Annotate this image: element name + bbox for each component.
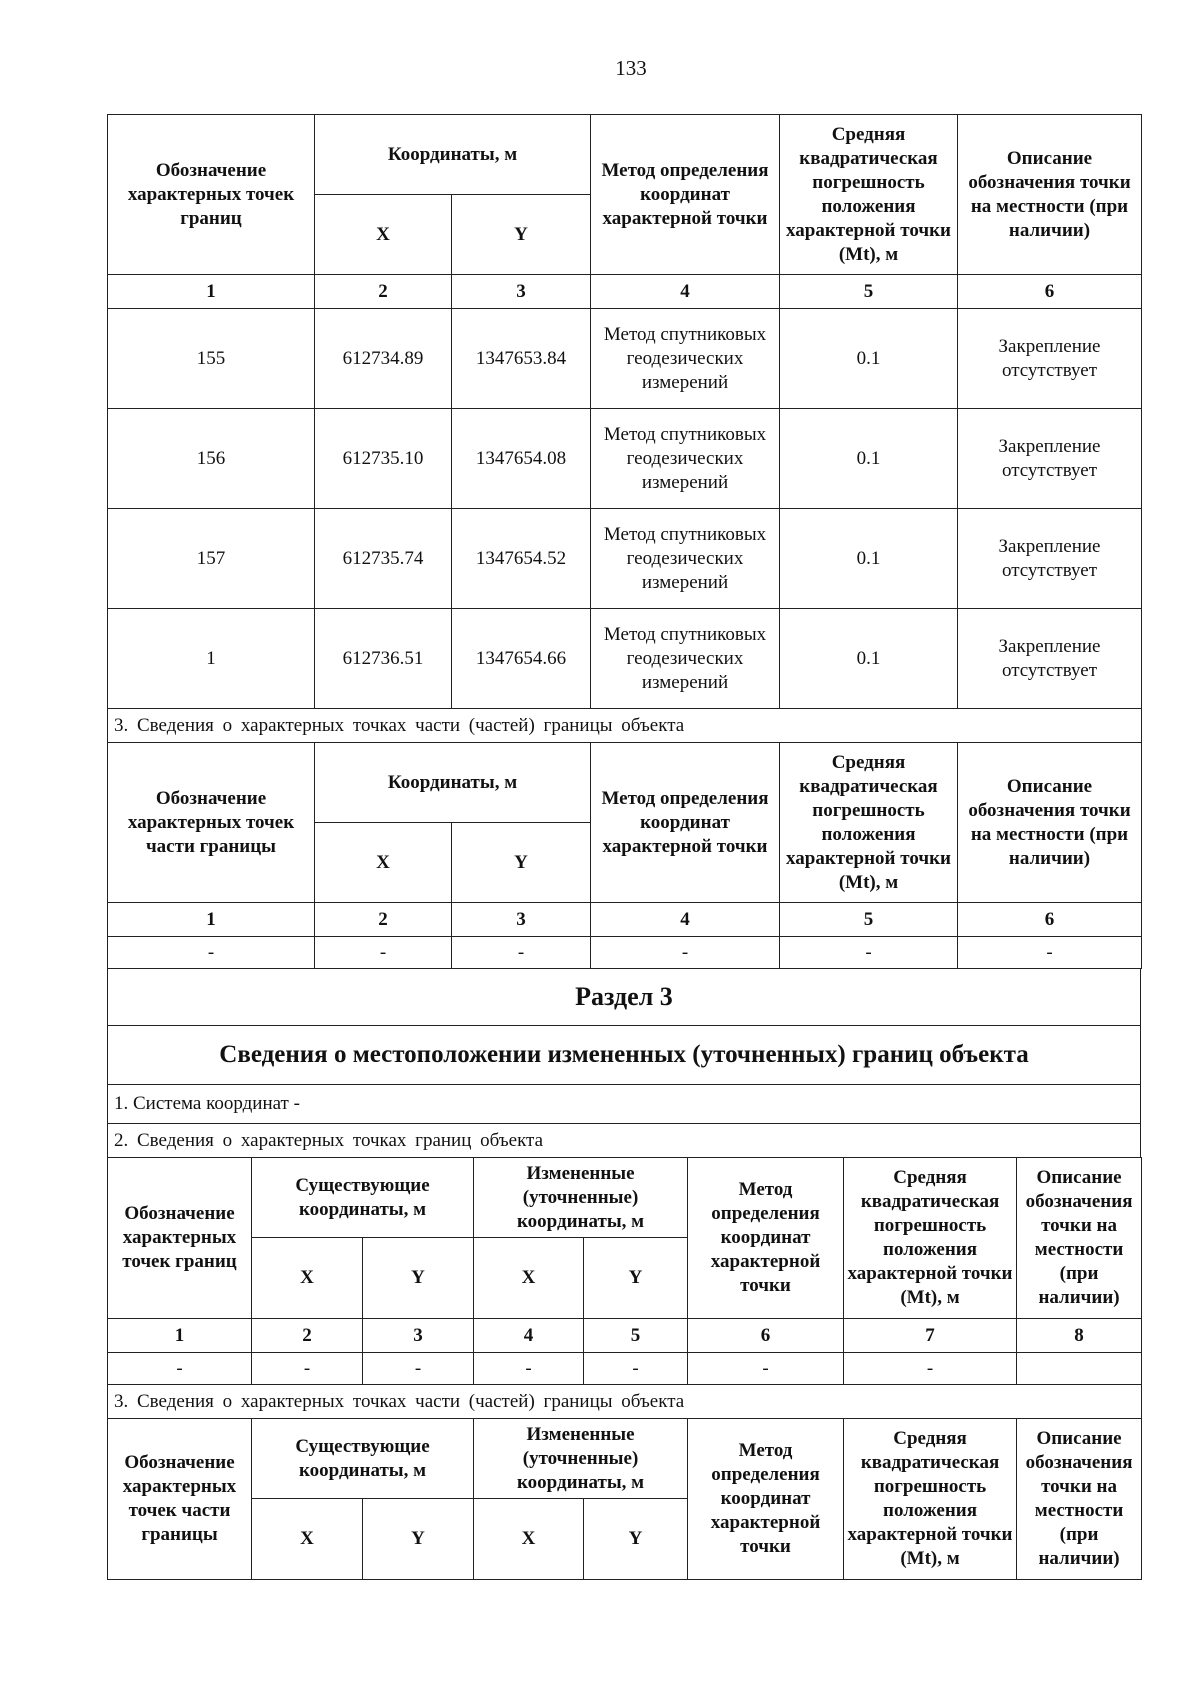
coord-x: 612734.89 (315, 309, 452, 409)
header-existing-coords: Существующие координаты, м (252, 1419, 474, 1499)
coord-x: 612736.51 (315, 609, 452, 709)
header-method: Метод определения координат характерной точки (591, 743, 780, 903)
cell-dash: - (474, 1353, 584, 1385)
cell-dash: - (363, 1353, 474, 1385)
header-designation: Обозначение характерных точек части границы (108, 743, 315, 903)
description: Закрепление отсутствует (958, 409, 1142, 509)
cell-dash: - (780, 937, 958, 969)
column-number: 1 (108, 903, 315, 937)
method: Метод спутниковых геодезических измерений (591, 309, 780, 409)
header-changed-coords: Измененные (уточненные) координаты, м (474, 1419, 688, 1499)
cell-dash: - (452, 937, 591, 969)
error: 0.1 (780, 509, 958, 609)
section-subtitle: Сведения о местоположении измененных (уточненных) границ объекта (108, 1026, 1141, 1085)
method: Метод спутниковых геодезических измерений (591, 509, 780, 609)
header-method: Метод определения координат характерной точки (688, 1419, 844, 1580)
column-number: 4 (474, 1319, 584, 1353)
header-y: Y (584, 1499, 688, 1580)
coord-y: 1347654.52 (452, 509, 591, 609)
document-body (107, 114, 1141, 1580)
changed-part-points-table (107, 1418, 1142, 1580)
coord-y: 1347654.08 (452, 409, 591, 509)
column-number: 2 (315, 275, 452, 309)
description: Закрепление отсутствует (958, 609, 1142, 709)
header-y: Y (584, 1238, 688, 1319)
table-row (108, 309, 1142, 409)
section-caption-row (108, 1385, 1142, 1419)
header-y: Y (452, 823, 591, 903)
method: Метод спутниковых геодезических измерений (591, 609, 780, 709)
header-x: X (474, 1238, 584, 1319)
description: Закрепление отсутствует (958, 309, 1142, 409)
error: 0.1 (780, 309, 958, 409)
cell-dash: - (108, 937, 315, 969)
header-description: Описание обозначения точки на местности (при наличии) (1017, 1158, 1142, 1319)
point-id: 155 (108, 309, 315, 409)
column-number: 5 (780, 903, 958, 937)
header-coordinates: Координаты, м (315, 115, 591, 195)
header-designation: Обозначение характерных точек части границы (108, 1419, 252, 1580)
header-coordinates: Координаты, м (315, 743, 591, 823)
header-description: Описание обозначения точки на местности (при наличии) (958, 115, 1142, 275)
header-description: Описание обозначения точки на местности (при наличии) (958, 743, 1142, 903)
coord-x: 612735.10 (315, 409, 452, 509)
header-designation: Обозначение характерных точек границ (108, 1158, 252, 1319)
column-number: 3 (452, 275, 591, 309)
point-id: 1 (108, 609, 315, 709)
header-error: Средняя квадратическая погрешность положения характерной точки (Mt), м (780, 115, 958, 275)
cell-dash: - (108, 1353, 252, 1385)
header-error: Средняя квадратическая погрешность положения характерной точки (Mt), м (844, 1158, 1017, 1319)
coord-y: 1347654.66 (452, 609, 591, 709)
column-numbers-row (108, 1319, 1142, 1353)
column-number: 7 (844, 1319, 1017, 1353)
column-number: 6 (688, 1319, 844, 1353)
section-title: Раздел 3 (108, 969, 1141, 1026)
column-number: 6 (958, 903, 1142, 937)
header-y: Y (452, 195, 591, 275)
section-caption: 3. Сведения о характерных точках части (частей) границы объекта (108, 709, 1142, 743)
points-caption: 2. Сведения о характерных точках границ объекта (108, 1124, 1141, 1158)
description: Закрепление отсутствует (958, 509, 1142, 609)
table-row (108, 1353, 1142, 1385)
header-existing-coords: Существующие координаты, м (252, 1158, 474, 1238)
cell-dash: - (591, 937, 780, 969)
coord-y: 1347653.84 (452, 309, 591, 409)
page-number: 133 (615, 56, 647, 80)
coord-x: 612735.74 (315, 509, 452, 609)
header-x: X (315, 823, 452, 903)
section-caption: 3. Сведения о характерных точках части (частей) границы объекта (108, 1385, 1142, 1419)
boundary-points-table (107, 114, 1142, 743)
cell-dash: - (252, 1353, 363, 1385)
changed-points-table (107, 1157, 1142, 1419)
header-method: Метод определения координат характерной точки (688, 1158, 844, 1319)
header-description: Описание обозначения точки на местности (при наличии) (1017, 1419, 1142, 1580)
column-number: 5 (780, 275, 958, 309)
header-designation: Обозначение характерных точек границ (108, 115, 315, 275)
table-row (108, 509, 1142, 609)
coordinate-system: 1. Система координат - (108, 1085, 1141, 1124)
column-number: 3 (363, 1319, 474, 1353)
column-number: 1 (108, 275, 315, 309)
column-number: 2 (252, 1319, 363, 1353)
table-row (108, 937, 1142, 969)
cell-empty (1017, 1353, 1142, 1385)
column-number: 8 (1017, 1319, 1142, 1353)
header-y: Y (363, 1499, 474, 1580)
header-y: Y (363, 1238, 474, 1319)
cell-dash: - (844, 1353, 1017, 1385)
header-method: Метод определения координат характерной точки (591, 115, 780, 275)
column-number: 3 (452, 903, 591, 937)
section-caption-row (108, 709, 1142, 743)
error: 0.1 (780, 609, 958, 709)
column-number: 4 (591, 903, 780, 937)
header-error: Средняя квадратическая погрешность положения характерной точки (Mt), м (844, 1419, 1017, 1580)
boundary-part-points-table (107, 742, 1142, 969)
section-3-header (107, 968, 1141, 1158)
cell-dash: - (584, 1353, 688, 1385)
cell-dash: - (958, 937, 1142, 969)
table-row (108, 609, 1142, 709)
column-number: 5 (584, 1319, 688, 1353)
column-number: 6 (958, 275, 1142, 309)
header-changed-coords: Измененные (уточненные) координаты, м (474, 1158, 688, 1238)
header-x: X (315, 195, 452, 275)
column-number: 4 (591, 275, 780, 309)
method: Метод спутниковых геодезических измерений (591, 409, 780, 509)
column-number: 1 (108, 1319, 252, 1353)
cell-dash: - (315, 937, 452, 969)
cell-dash: - (688, 1353, 844, 1385)
column-numbers-row (108, 903, 1142, 937)
header-error: Средняя квадратическая погрешность положения характерной точки (Mt), м (780, 743, 958, 903)
header-x: X (474, 1499, 584, 1580)
column-numbers-row (108, 275, 1142, 309)
header-x: X (252, 1499, 363, 1580)
point-id: 157 (108, 509, 315, 609)
header-x: X (252, 1238, 363, 1319)
column-number: 2 (315, 903, 452, 937)
error: 0.1 (780, 409, 958, 509)
table-row (108, 409, 1142, 509)
point-id: 156 (108, 409, 315, 509)
